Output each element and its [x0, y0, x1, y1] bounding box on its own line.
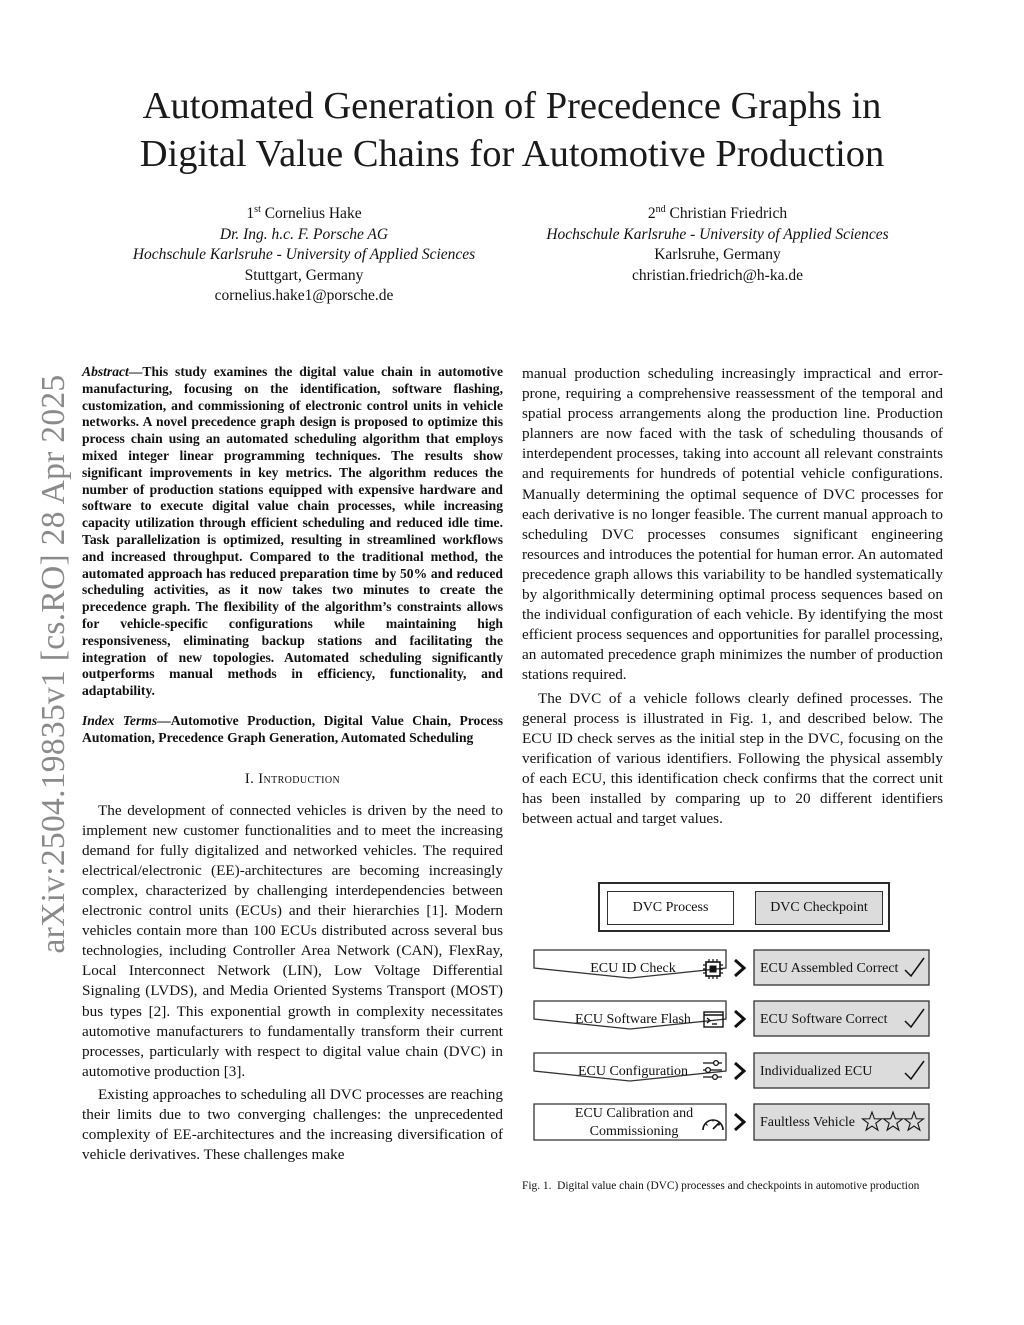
chevron-right-icon — [735, 1114, 744, 1130]
title-line-2: Digital Value Chains for Automotive Production — [139, 133, 885, 175]
author-email: cornelius.hake1@porsche.de — [214, 287, 394, 305]
paragraph: Existing approaches to scheduling all DVC processes are reaching their limits due to two converging challenges: the unprecedented complexity of EE-architectures and the increasing diversification of vehicle derivatives. These challenges make — [82, 1085, 503, 1164]
author-location: Karlsruhe, Germany — [654, 246, 781, 264]
chevron-right-icon — [735, 1011, 744, 1027]
figure-caption — [522, 1179, 943, 1194]
author-name: 2nd Christian Friedrich — [647, 204, 788, 223]
figure-1 — [530, 882, 940, 1152]
paper-title — [0, 82, 1024, 178]
caption-label: Fig. 1. — [522, 1180, 552, 1193]
section-heading: I. Introduction — [244, 770, 341, 787]
chip-icon — [703, 959, 723, 979]
abstract-text: —This study examines the digital value chain in automotive manufacturing, focusing on the identification, software flashing, customization, and commissioning of electronic control units in vehicle networks. A novel precedence graph design is proposed to optimize this process chain using an automated scheduling algorithm that employs mixed integer linear programming techniques. The results show significant improvements in key metrics. The algorithm reduces the number of production stations equipped with expensive hardware and software to execute digital value chain processes, while increasing capacity utilization through efficient scheduling and reduced idle time. Task parallelization is optimized, resulting in streamlined workflows and increased throughput. Compared to the traditional method, the automated approach has reduced preparation time by 50% and reduced scheduling activities, as it now takes two minutes to create the precedence graph. The flexibility of the algorithm’s constraints allows for vehicle-specific configurations while maintaining high responsiveness, eliminating backup stations and facilitating the integration of new topologies. Automated scheduling significantly outperforms manual methods in efficiency, functionality, and adaptability. — [82, 364, 503, 699]
index-terms-text: —Automotive Production, Digital Value Chain, Process Automation, Precedence Graph Generation, Automated Scheduling — [82, 712, 503, 745]
chevron-right-icon — [735, 1063, 744, 1079]
author-block-1 — [100, 200, 508, 307]
author-affiliation: Dr. Ing. h.c. F. Porsche AG — [219, 225, 389, 243]
checkpoint-label: Faultless Vehicle — [760, 1115, 856, 1130]
paragraph: The development of connected vehicles is driven by the need to implement new customer functionalities and to meet the increasing demand for fully digitalized and networked vehicles. The required electrical/electronic (EE)-architectures are becoming increasingly complex, characterized by challenging interdependencies between electronic control units (ECUs) and their hierarchies [1]. Modern vehicles contain more than 100 ECUs distributed across several bus technologies, including Controller Area Network (CAN), FlexRay, Local Interconnect Network (LIN), Low Voltage Differential Signaling (LVDS), and Media Oriented Systems Transport (MOST) bus types [2]. This exponential growth in complexity necessitates automotive manufacturers to fundamentally transform their current processes, particularly with respect to digital value chain (DVC) in automotive production [3]. — [82, 801, 503, 1080]
index-terms — [82, 713, 503, 747]
paragraph: manual production scheduling increasingly impractical and error-prone, requiring a comprehensive reassessment of the temporal and spatial process arrangements along the production line. Production planners are now faced with the task of scheduling thousands of interdependent processes, taking into account all relevant constraints and requirements for hundreds of potential vehicle configurations. Manually determining the optimal sequence of DVC processes for each derivative is no longer feasible. The current manual approach to scheduling DVC processes consumes significant engineering resources and introduces the potential for human error. An automated precedence graph allows this variability to be handled systematically by algorithmically determining optimal process sequences based on the individual configuration of each vehicle. By identifying the most efficient process sequences and opportunities for parallel processing, an automated precedence graph minimizes the number of production stations required. — [522, 365, 943, 684]
index-terms-label: Index Terms — [82, 712, 158, 728]
process-label: ECU Calibration and Commissioning — [574, 1106, 694, 1139]
legend-process-box: DVC Process — [607, 891, 734, 925]
author-affiliation: Hochschule Karlsruhe - University of Applied Sciences — [132, 246, 476, 264]
author-affiliation: Hochschule Karlsruhe - University of Applied Sciences — [546, 225, 889, 243]
checkpoint-label: ECU Software Correct — [760, 1012, 888, 1027]
author-name: 1st Cornelius Hake — [246, 204, 362, 223]
caption-text: Digital value chain (DVC) processes and checkpoints in automotive production — [557, 1180, 920, 1193]
chevron-right-icon — [735, 960, 744, 976]
author-block-2 — [515, 200, 920, 286]
process-label: ECU Software Flash — [575, 1012, 691, 1027]
abstract — [82, 364, 503, 700]
checkpoint-label: ECU Assembled Correct — [760, 961, 899, 976]
author-location: Stuttgart, Germany — [244, 266, 364, 284]
process-label: ECU ID Check — [590, 961, 676, 976]
legend-checkpoint-box: DVC Checkpoint — [755, 891, 883, 925]
arxiv-stamp: arXiv:2504.19835v1 [cs.RO] 28 Apr 2025 — [35, 374, 72, 954]
process-label: ECU Configuration — [577, 1064, 689, 1079]
right-column — [522, 364, 943, 829]
left-column — [82, 364, 503, 1165]
paragraph: The DVC of a vehicle follows clearly defined processes. The general process is illustrated in Fig. 1, and described below. The ECU ID check serves as the initial step in the DVC, focusing on the verification of various identifiers. Following the physical assembly of each ECU, this identification check confirms that the correct unit has been installed by comparing up to 20 different identifiers between actual and target values. — [522, 689, 943, 828]
checkpoint-label: Individualized ECU — [760, 1064, 873, 1079]
author-email: christian.friedrich@h-ka.de — [632, 266, 803, 284]
abstract-label: Abstract — [82, 364, 129, 379]
title-line-1: Automated Generation of Precedence Graphs in — [142, 85, 882, 127]
